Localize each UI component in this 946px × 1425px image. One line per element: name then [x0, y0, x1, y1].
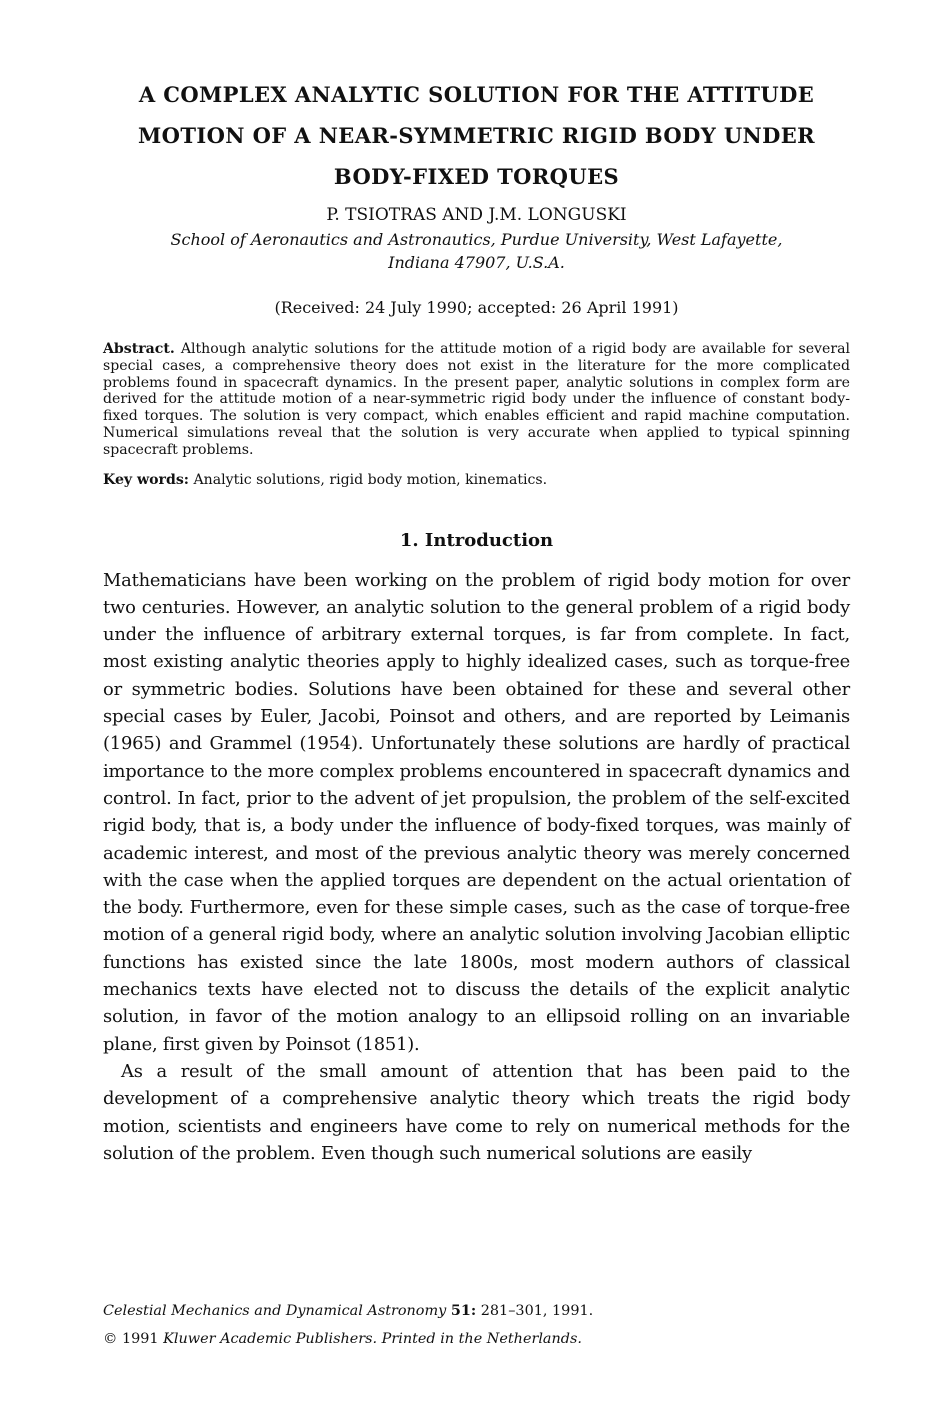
keywords-label: Key words: — [103, 471, 189, 488]
abstract — [103, 341, 850, 459]
paragraph: As a result of the small amount of attention that has been paid to the development of a comprehensive analytic theory which treats the rigid body motion, scientists and engineers have come to rely on numerical methods for the solution of the problem. Even though such numerical solutions are easily — [103, 1060, 850, 1164]
copyright-symbol: © 1991 — [103, 1331, 164, 1347]
keywords-text: Analytic solutions, rigid body motion, kinematics. — [193, 471, 548, 488]
page-footer — [103, 1297, 850, 1353]
copyright-line — [103, 1325, 850, 1353]
received-dates: (Received: 24 July 1990; accepted: 26 April 1991) — [274, 298, 679, 317]
affiliation-line-2: Indiana 47907, U.S.A. — [388, 253, 565, 272]
journal-name: Celestial Mechanics and Dynamical Astronomy — [103, 1303, 447, 1319]
affiliation-line-1: School of Aeronautics and Astronautics, Purdue University, West Lafayette, — [170, 230, 783, 249]
section-heading-introduction: 1. Introduction — [399, 529, 554, 551]
title-line-1: A COMPLEX ANALYTIC SOLUTION FOR THE ATTITUDE — [138, 82, 815, 107]
paper-page — [103, 74, 850, 1167]
journal-citation — [103, 1297, 850, 1325]
journal-volume: 51: — [450, 1302, 477, 1319]
title-line-2: MOTION OF A NEAR-SYMMETRIC RIGID BODY UNDER — [137, 123, 816, 148]
journal-pages-year: 281–301, 1991. — [476, 1303, 594, 1319]
authors: P. TSIOTRAS AND J.M. LONGUSKI — [326, 205, 627, 225]
paper-title — [103, 74, 850, 197]
abstract-text: Although analytic solutions for the attitude motion of a rigid body are available for several special cases, a comprehensive theory does not exist in the literature for the more complicated problems found in spacecraft dynamics. In the present paper, analytic solutions in complex form are derived for the attitude motion of a near-symmetric rigid body under the influence of constant body-fixed torques. The solution is very compact, which enables efficient and rapid machine computation. Numerical simulations reveal that the solution is very accurate when applied to typical spinning spacecraft problems. — [103, 341, 851, 458]
title-line-3: BODY-FIXED TORQUES — [333, 164, 620, 189]
affiliation — [103, 229, 850, 273]
abstract-label: Abstract. — [103, 341, 175, 357]
paragraph: Mathematicians have been working on the problem of rigid body motion for over two centuries. However, an analytic solution to the general problem of a rigid body under the influence of arbitrary external torques, is far from complete. In fact, most existing analytic theories apply to highly idealized cases, such as torque-free or symmetric bodies. Solutions have been obtained for these and several other special cases by Euler, Jacobi, Poinsot and others, and are reported by Leimanis (1965) and Grammel (1954). Unfortunately these solutions are hardly of practical importance to the more complex problems encountered in spacecraft dynamics and control. In fact, prior to the advent of jet propulsion, the problem of the self-excited rigid body, that is, a body under the influence of body-fixed torques, was mainly of academic interest, and most of the previous analytic theory was merely concerned with the case when the applied torques are dependent on the actual orientation of the body. Furthermore, even for these simple cases, such as the case of torque-free motion of a general rigid body, where an analytic solution involving Jacobian elliptic functions has existed since the late 1800s, most modern authors of classical mechanics texts have elected not to discuss the details of the explicit analytic solution, in favor of the motion analogy to an ellipsoid rolling on an invariable plane, first given by Poinsot (1851). — [103, 569, 850, 1055]
publisher: Kluwer Academic Publishers. Printed in the Netherlands. — [163, 1331, 582, 1347]
introduction-body — [103, 567, 850, 1168]
keywords — [103, 471, 850, 489]
